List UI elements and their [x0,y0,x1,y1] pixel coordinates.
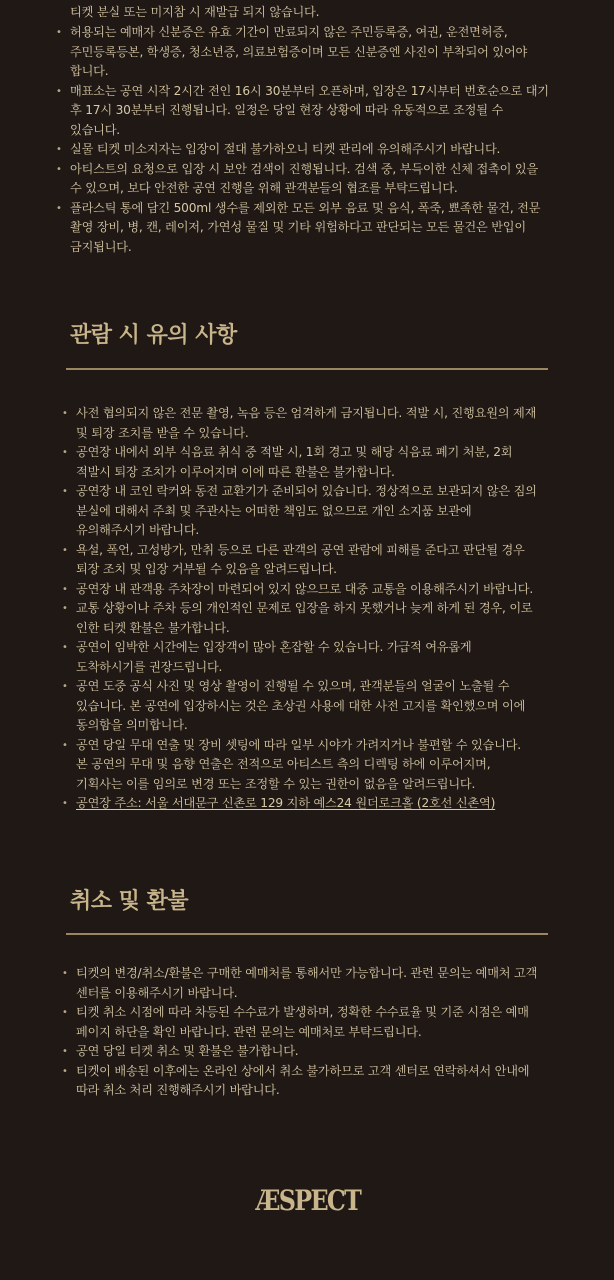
refund-section-title: 취소 및 환불 [70,889,189,914]
aespect-logo: ÆSPECT [255,1183,361,1217]
list-item: • 공연장 내 관객용 주차장이 마련되어 있지 않으므로 대중 교통을 이용해주시기 바랍니다. [76,580,554,600]
notice-continuation: 티켓 분실 또는 미지참 시 재발급 되지 않습니다. [70,5,320,19]
list-item: • 아티스트의 요청으로 입장 시 보안 검색이 진행됩니다. 검색 중, 부득이한 신체 접촉이 있을 수 있으며, 보다 안전한 공연 진행을 위해 관객분들의 협조를 부탁드립니다. [70,160,550,199]
list-item: • 티켓의 변경/취소/환불은 구매한 예매처를 통해서만 가능합니다. 관련 문의는 예매처 고객 센터를 이용해주시기 바랍니다. [76,964,554,1003]
list-item: • 티켓이 배송된 이후에는 온라인 상에서 취소 불가하므로 고객 센터로 연락하셔서 안내에 따라 취소 처리 진행해주시기 바랍니다. [76,1062,554,1101]
list-item: • 사전 협의되지 않은 전문 촬영, 녹음 등은 엄격하게 금지됩니다. 적발 시, 진행요원의 제재 및 퇴장 조치를 받을 수 있습니다. [76,404,554,443]
list-item: • 매표소는 공연 시작 2시간 전인 16시 30분부터 오픈하며, 입장은 17시부터 번호순으로 대기 후 17시 30분부터 진행됩니다. 일정은 당일 현장 상황에 따라 유동적으로 조정될 수 있습니다. [70,82,550,141]
list-item: • 공연 도중 공식 사진 및 영상 촬영이 진행될 수 있으며, 관객분들의 얼굴이 노출될 수 있습니다. 본 공연에 입장하시는 것은 초상권 사용에 대한 사전 고지를 확인했으며 이에 동의함을 의미합니다. [76,677,554,736]
refund-notice-list [76,964,554,1101]
refund-divider [66,933,548,935]
list-item: • 욕설, 폭언, 고성방가, 만취 등으로 다른 관객의 공연 관람에 피해를 준다고 판단될 경우 퇴장 조치 및 입장 거부될 수 있음을 알려드립니다. [76,541,554,580]
list-item: • 허용되는 예매자 신분증은 유효 기간이 만료되지 않은 주민등록증, 여권, 운전면허증, 주민등록등본, 학생증, 청소년증, 의료보험증이며 모든 신분증엔 사진이 부착되어 있어야 합니다. [70,23,550,82]
viewing-notice-list [76,404,554,814]
list-item: • 공연장 내 코인 락커와 동전 교환기가 준비되어 있습니다. 정상적으로 보관되지 않은 짐의 분실에 대해서 주최 및 주관사는 어떠한 책임도 없으므로 개인 소지품 보관에 유의해주시기 바랍니다. [76,482,554,541]
viewing-section-title: 관람 시 유의 사항 [70,323,237,348]
list-item: • 플라스틱 통에 담긴 500ml 생수를 제외한 모든 외부 음료 및 음식, 폭죽, 뾰족한 물건, 전문 촬영 장비, 병, 캔, 레이저, 가연성 물질 및 기타 위험하다고 판단되는 모든 물건은 반입이 금지됩니다. [70,199,550,258]
list-item: • 공연장 내에서 외부 식음료 취식 중 적발 시, 1회 경고 및 해당 식음료 폐기 처분, 2회 적발시 퇴장 조치가 이루어지며 이에 따른 환불은 불가합니다. [76,443,554,482]
venue-address-link[interactable]: • 공연장 주소: 서울 서대문구 신촌로 129 지하 예스24 원더로크홀 (2호선 신촌역) [76,794,554,814]
list-item: • 실물 티켓 미소지자는 입장이 절대 불가하오니 티켓 관리에 유의해주시기 바랍니다. [70,140,550,160]
entry-notice-list [70,23,550,257]
list-item: • 공연 당일 무대 연출 및 장비 셋팅에 따라 일부 시야가 가려지거나 불편할 수 있습니다. 본 공연의 무대 및 음향 연출은 전적으로 아티스트 측의 디렉팅 하에 이루어지며, 기획사는 이를 임의로 변경 또는 조정할 수 있는 권한이 없음을 알려드립니다. [76,736,554,795]
viewing-divider [66,368,548,370]
list-item: • 공연이 임박한 시간에는 입장객이 많아 혼잡할 수 있습니다. 가급적 여유롭게 도착하시기를 권장드립니다. [76,638,554,677]
list-item: • 티켓 취소 시점에 따라 차등된 수수료가 발생하며, 정확한 수수료율 및 기준 시점은 예매 페이지 하단을 확인 바랍니다. 관련 문의는 예매처로 부탁드립니다. [76,1003,554,1042]
list-item: • 교통 상황이나 주차 등의 개인적인 문제로 입장을 하지 못했거나 늦게 하게 된 경우, 이로 인한 티켓 환불은 불가합니다. [76,599,554,638]
list-item: • 공연 당일 티켓 취소 및 환불은 불가합니다. [76,1042,554,1062]
